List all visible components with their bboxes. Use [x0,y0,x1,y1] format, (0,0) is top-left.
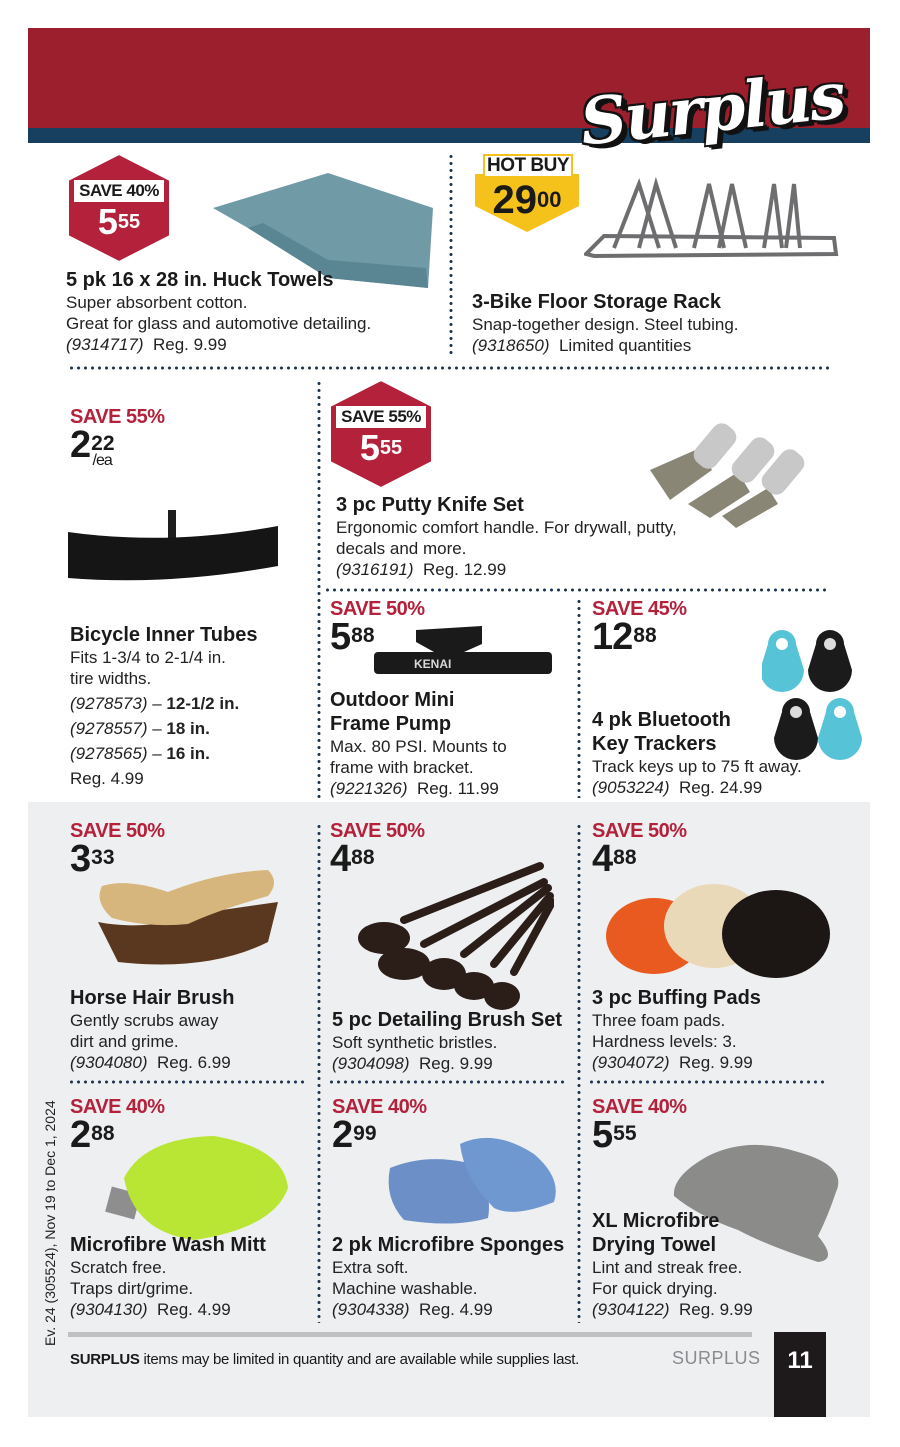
price: $3^{33}$ [70,838,115,880]
save-badge-hexagon [66,152,172,264]
price: $2^{88}$ [70,1114,115,1156]
product-name: 5 pc Detailing Brush Set [332,1009,563,1031]
price: $12^{88}$ [592,616,657,658]
bike-rack-image [584,176,840,276]
product-desc: Super absorbent cotton. [66,293,248,312]
footer-section-label: SURPLUS [672,1348,761,1368]
save-percent: SAVE 40% [74,180,164,202]
product-desc: Snap-together design. Steel tubing. [472,315,739,334]
product-desc: Max. 80 PSI. Mounts to [330,737,507,756]
product-sku: (9053224) [592,778,670,797]
save-percent: SAVE 40% [592,1096,687,1118]
buffing-pads-image [604,874,834,994]
variant-row: (9278557) – 18 in. [70,719,210,738]
save-badge-hexagon [328,378,434,490]
product-wash-mitt-details [70,1233,320,1320]
variant-row: (9278565) – 16 in. [70,744,210,763]
surplus-logo: Surplus [576,58,848,161]
microfibre-sponges-image [384,1128,564,1238]
product-desc: For quick drying. [592,1279,718,1298]
product-desc: frame with bracket. [330,758,474,777]
svg-text:KENAI: KENAI [414,657,452,671]
product-name: 5 pk 16 x 28 in. Huck Towels [66,269,334,291]
product-desc: Hardness levels: 3. [592,1032,737,1051]
product-drying-towel-details [592,1209,832,1320]
product-sku: (9304122) [592,1300,670,1319]
divider-vertical [577,598,581,798]
divider-horizontal [68,366,830,370]
product-horse-hair-brush-details [70,986,310,1073]
product-name: Bicycle Inner Tubes [70,624,258,646]
product-name: Microfibre Wash Mitt [70,1234,266,1256]
save-percent: SAVE 55% [336,406,426,428]
product-microfibre-sponges-details [332,1233,582,1320]
product-desc: Fits 1-3/4 to 2-1/4 in. [70,648,226,667]
save-percent: SAVE 50% [330,820,425,842]
save-percent: SAVE 50% [70,820,165,842]
product-desc: Great for glass and automotive detailing. [66,314,372,333]
product-sku: (9304080) [70,1053,148,1072]
product-sku: (9304338) [332,1300,410,1319]
save-percent: SAVE 50% [330,598,425,620]
product-desc: decals and more. [336,539,467,558]
price: $5^{55}$ [359,427,403,468]
footer-disclaimer: SURPLUS items may be limited in quantity and are available while supplies last. [70,1351,580,1368]
price: $4^{88}$ [330,838,375,880]
price: $2^{22}_{/ea}$ [70,424,115,469]
regular-price: Reg. 4.99 [156,1300,231,1319]
product-huck-towels [66,268,446,355]
product-sku: (9318650) [472,336,550,355]
price: $29^{00}$ [492,178,562,222]
regular-price: Reg. 9.99 [678,1300,753,1319]
product-sku: (9221326) [330,779,408,798]
save-percent: SAVE 40% [332,1096,427,1118]
price: $5^{55}$ [592,1114,637,1156]
product-name: 4 pk Bluetooth [592,709,731,731]
product-desc: Soft synthetic bristles. [332,1033,498,1052]
regular-price: Reg. 9.99 [152,335,227,354]
save-percent: SAVE 40% [70,1096,165,1118]
product-desc: Track keys up to 75 ft away. [592,757,802,776]
regular-price: Reg. 4.99 [418,1300,493,1319]
regular-price: Reg. 9.99 [418,1054,493,1073]
product-name: Key Trackers [592,733,717,755]
horse-hair-brush-image [88,862,288,972]
flyer-page [28,28,870,1417]
divider-horizontal [328,1080,564,1084]
product-desc: Three foam pads. [592,1011,726,1030]
product-name: Outdoor Mini [330,689,455,711]
detailing-brush-image [344,844,554,1014]
product-key-trackers-details [592,708,852,798]
hot-buy-label: HOT BUY [483,154,573,178]
product-buffing-pads-details [592,986,832,1073]
product-sku: (9314717) [66,335,144,354]
page-number: 11 [774,1332,826,1417]
product-desc: dirt and grime. [70,1032,179,1051]
product-name: 3-Bike Floor Storage Rack [472,291,721,313]
product-sku: (9304130) [70,1300,148,1319]
product-desc: Ergonomic comfort handle. For drywall, putty, [336,518,677,537]
product-name: 2 pk Microfibre Sponges [332,1234,565,1256]
product-name: Horse Hair Brush [70,987,235,1009]
price: $4^{88}$ [592,838,637,880]
regular-price: Reg. 11.99 [416,779,499,798]
regular-price: Reg. 24.99 [678,778,763,797]
product-inner-tubes [70,406,310,470]
product-frame-pump-details [330,688,570,799]
divider-horizontal [68,1080,304,1084]
save-percent: SAVE 45% [592,598,687,620]
footer-rule [68,1332,752,1337]
product-sku: (9304072) [592,1053,670,1072]
price: $5^{88}$ [330,616,375,658]
product-name: Frame Pump [330,713,452,735]
wash-mitt-image [104,1128,294,1248]
regular-price: Reg. 9.99 [678,1053,753,1072]
product-desc: Traps dirt/grime. [70,1279,194,1298]
price: $2^{99}$ [332,1114,377,1156]
product-desc: Gently scrubs away [70,1011,219,1030]
divider-vertical [317,380,321,800]
product-sku: (9316191) [336,560,414,579]
regular-price: Reg. 12.99 [422,560,507,579]
product-desc: Extra soft. [332,1258,409,1277]
variant-row: (9278573) – 12-1/2 in. [70,694,240,713]
product-sku: (9304098) [332,1054,410,1073]
product-name: 3 pc Putty Knife Set [336,494,524,516]
product-bike-rack [472,290,852,356]
availability: Limited quantities [558,336,692,355]
price: $5^{55}$ [97,201,141,242]
divider-horizontal [324,588,830,592]
product-name: Drying Towel [592,1234,717,1256]
product-detailing-brush-details [332,1008,582,1074]
product-desc: Scratch free. [70,1258,167,1277]
product-desc: tire widths. [70,669,152,688]
save-percent: SAVE 50% [592,820,687,842]
product-desc: Machine washable. [332,1279,478,1298]
product-putty-knife [336,493,756,580]
divider-vertical [449,153,453,358]
product-name: XL Microfibre [592,1210,720,1232]
regular-price: Reg. 4.99 [70,769,144,788]
product-desc: Lint and streak free. [592,1258,743,1277]
inner-tube-image [68,506,288,596]
hot-buy-badge [475,154,579,234]
regular-price: Reg. 6.99 [156,1053,231,1072]
divider-horizontal [588,1080,828,1084]
product-inner-tubes-details [70,623,310,789]
frame-pump-image [374,622,552,682]
event-code: Ev. 24 (305524), Nov 19 to Dec 1, 2024 [42,1100,58,1346]
product-buffing-pads [592,820,832,880]
product-name: 3 pc Buffing Pads [592,987,761,1009]
save-percent: SAVE 55% [70,406,165,428]
